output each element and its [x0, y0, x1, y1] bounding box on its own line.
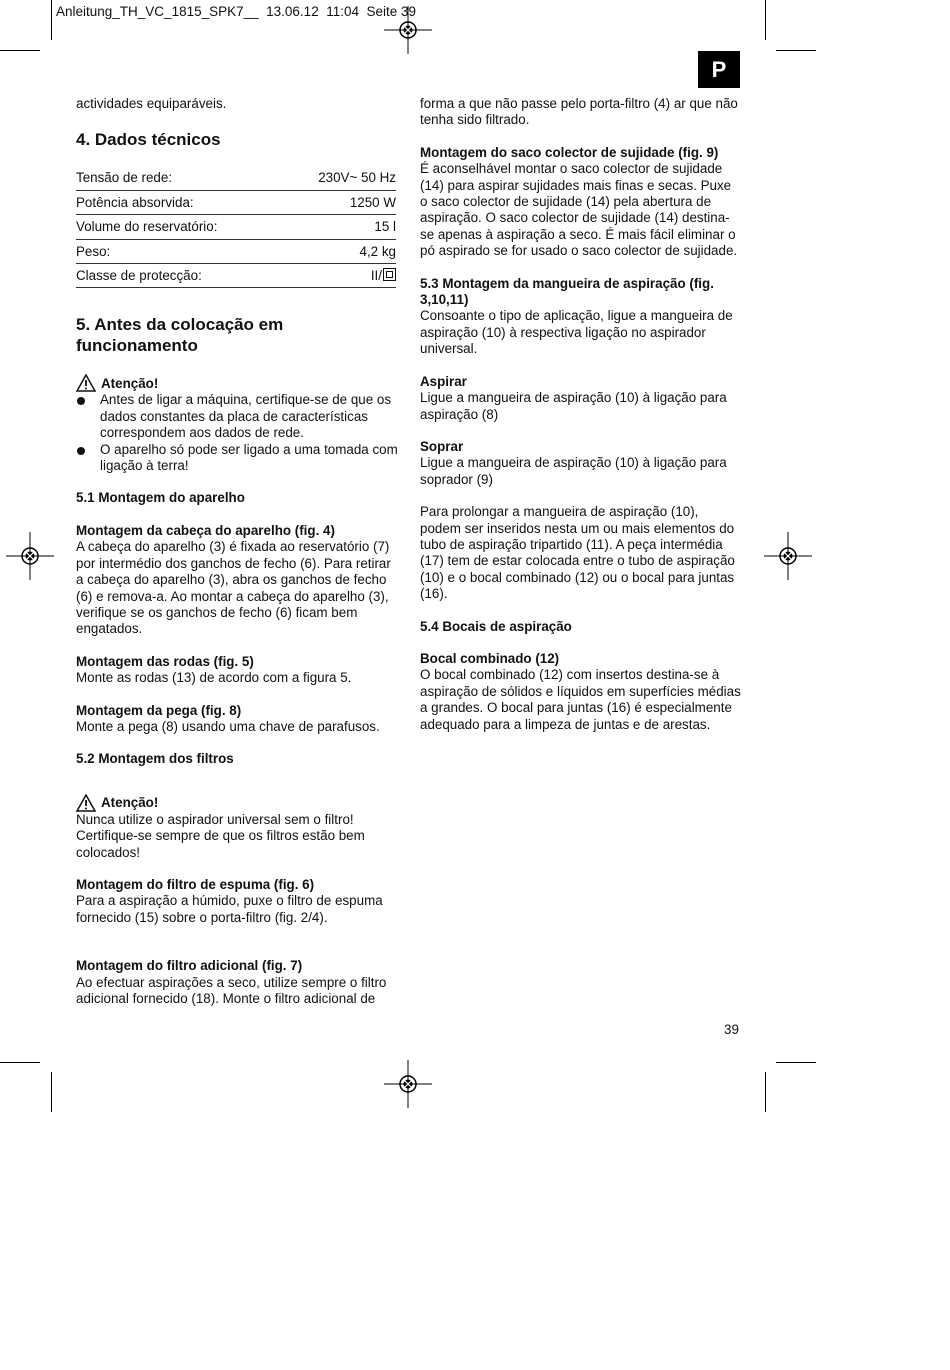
combo-nozzle-title: Bocal combinado (12)	[420, 650, 560, 666]
section-5-2-title: 5.2 Montagem dos filtros	[76, 751, 234, 767]
table-row	[76, 190, 396, 214]
double-insulation-icon	[383, 268, 396, 281]
registration-mark-icon	[384, 6, 432, 54]
bullet-text: Antes de ligar a máquina, certifique-se de que os dados constantes da placa de características correspondem aos dados de rede.	[100, 392, 392, 441]
registration-mark-icon	[764, 532, 812, 580]
warning-heading	[76, 794, 398, 812]
extension-text: Para prolongar a mangueira de aspiração (10), podem ser inseridos nesta um ou mais elementos do tubo de aspiração tripartido (11). A peça intermédia (17) tem de estar colocada entre o tubo de aspiração (10) e o bocal combinado (12) ou o bocal para juntas (16).	[420, 504, 735, 602]
table-row	[76, 166, 396, 190]
spec-value: 4,2 kg	[282, 239, 396, 263]
section-5-4-title: 5.4 Bocais de aspiração	[420, 618, 572, 634]
crop-mark	[0, 50, 40, 51]
spec-label: Volume do reservatório:	[76, 215, 282, 239]
combo-nozzle-text: O bocal combinado (12) com insertos destina-se à aspiração de sólidos e líquidos em superfícies médias a grandes. O bocal para juntas (16) é especialmente adequado para a limpeza de juntas e de arestas.	[420, 667, 741, 732]
section-4-title: 4. Dados técnicos	[76, 130, 221, 150]
spec-label: Peso:	[76, 239, 282, 263]
warning-title: Atenção!	[101, 376, 159, 392]
wheels-title: Montagem das rodas (fig. 5)	[76, 653, 254, 669]
right-column	[420, 96, 742, 733]
crop-mark	[765, 0, 766, 40]
warning-heading	[76, 374, 398, 392]
dust-bag-text: É aconselhável montar o saco colector de sujidade (14) para aspirar sujidades mais finas e secas. Puxe o saco colector de sujidade (14) pela abertura de aspiração. O saco colector de sujidade (14) destina-se apenas à aspiração a seco. É mais fácil eliminar o pó aspirado se for usado o saco colector de sujidade.	[420, 161, 738, 259]
table-row	[76, 215, 396, 239]
continued-text: forma a que não passe pelo porta-filtro (4) ar que não tenha sido filtrado.	[420, 96, 738, 128]
intro-text: actividades equiparáveis.	[76, 96, 227, 111]
table-row	[76, 239, 396, 263]
aspirar-text: Ligue a mangueira de aspiração (10) à ligação para aspiração (8)	[420, 390, 727, 422]
bullet-icon	[76, 442, 100, 475]
crop-mark	[51, 1072, 52, 1112]
spec-value: 230V~ 50 Hz	[282, 166, 396, 190]
dust-bag-title: Montagem do saco colector de sujidade (fig. 9)	[420, 144, 719, 160]
head-mount-title: Montagem da cabeça do aparelho (fig. 4)	[76, 522, 335, 538]
soprar-title: Soprar	[420, 438, 464, 454]
table-row	[76, 264, 396, 288]
head-mount-text: A cabeça do aparelho (3) é fixada ao reservatório (7) por intermédio dos ganchos de fecho (6). Para retirar a cabeça do aparelho (3), abra os ganchos de fecho (6) e remova-a. Ao montar a cabeça do aparelho (3), verifique se os ganchos de fecho (6) ficam bem engatados.	[76, 539, 391, 637]
foam-filter-title: Montagem do filtro de espuma (fig. 6)	[76, 876, 315, 892]
left-column	[76, 96, 398, 1007]
spec-value: 1250 W	[282, 190, 396, 214]
wheels-text: Monte as rodas (13) de acordo com a figura 5.	[76, 670, 352, 686]
handle-title: Montagem da pega (fig. 8)	[76, 702, 242, 718]
list-item	[76, 392, 398, 441]
warning-text: Nunca utilize o aspirador universal sem o filtro! Certifique-se sempre de que os filtros estão bem colocados!	[76, 811, 365, 860]
crop-mark	[776, 1062, 816, 1063]
spec-label: Tensão de rede:	[76, 166, 282, 190]
foam-filter-text: Para a aspiração a húmido, puxe o filtro de espuma fornecido (15) sobre o porta-filtro (fig. 2/4).	[76, 893, 383, 925]
language-tab: P	[698, 51, 740, 88]
warning-title: Atenção!	[101, 795, 159, 811]
handle-text: Monte a pega (8) usando uma chave de parafusos.	[76, 718, 380, 734]
spec-value: 15 l	[282, 215, 396, 239]
registration-mark-icon	[384, 1060, 432, 1108]
spec-table	[76, 166, 396, 288]
extra-filter-title: Montagem do filtro adicional (fig. 7)	[76, 958, 303, 974]
bullet-text: O aparelho só pode ser ligado a uma tomada com ligação à terra!	[100, 441, 398, 474]
section-5-3-title: 5.3 Montagem da mangueira de aspiração (fig. 3,10,11)	[420, 275, 714, 308]
extra-filter-text: Ao efectuar aspirações a seco, utilize sempre o filtro adicional fornecido (18). Monte o filtro adicional de	[76, 974, 387, 1006]
registration-mark-icon	[6, 532, 54, 580]
warning-triangle-icon	[76, 374, 96, 392]
soprar-text: Ligue a mangueira de aspiração (10) à ligação para soprador (9)	[420, 455, 727, 487]
crop-mark	[776, 50, 816, 51]
list-item	[76, 442, 398, 475]
spec-value	[282, 264, 396, 288]
aspirar-title: Aspirar	[420, 373, 467, 389]
crop-mark	[0, 1062, 40, 1063]
spec-label: Classe de protecção:	[76, 264, 282, 288]
protection-class-text: II/	[370, 268, 382, 284]
bullet-icon	[76, 392, 100, 441]
section-5-1-title: 5.1 Montagem do aparelho	[76, 490, 245, 506]
section-5-3-text: Consoante o tipo de aplicação, ligue a mangueira de aspiração (10) à respectiva ligação no aspirador universal.	[420, 308, 733, 357]
section-5-title: 5. Antes da colocação em funcionamento	[76, 315, 284, 356]
crop-mark	[765, 1072, 766, 1112]
print-slug: Anleitung_TH_VC_1815_SPK7__ 13.06.12 11:04 Seite 39	[56, 4, 417, 19]
crop-mark	[51, 0, 52, 40]
warning-triangle-icon	[76, 794, 96, 812]
spec-label: Potência absorvida:	[76, 190, 282, 214]
page-number: 39	[724, 1022, 739, 1037]
